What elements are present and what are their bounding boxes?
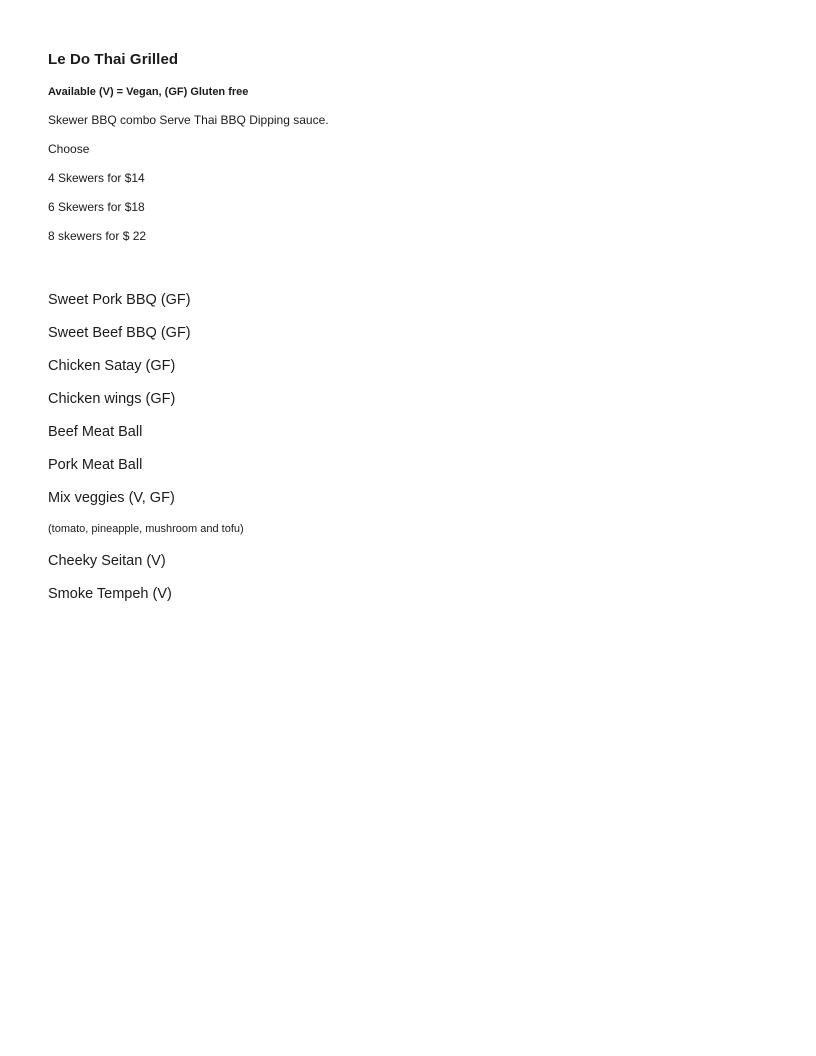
combo-option-6-skewers: 6 Skewers for $18 [48,200,145,214]
combo-option-4-skewers: 4 Skewers for $14 [48,171,145,185]
legend-line: Available (V) = Vegan, (GF) Gluten free [48,86,249,98]
menu-item-cheeky-seitan: Cheeky Seitan (V) [48,553,166,569]
blank-space [48,258,768,291]
menu-item-sweet-beef-bbq: Sweet Beef BBQ (GF) [48,325,191,341]
intro-line: Skewer BBQ combo Serve Thai BBQ Dipping sauce. [48,113,329,127]
page-title: Le Do Thai Grilled [48,51,179,68]
menu-item-sweet-pork-bbq: Sweet Pork BBQ (GF) [48,292,191,308]
combo-option-8-skewers: 8 skewers for $ 22 [48,229,147,243]
menu-item-mix-veggies: Mix veggies (V, GF) [48,490,175,506]
mix-veggies-note: (tomato, pineapple, mushroom and tofu) [48,523,244,535]
menu-item-chicken-wings: Chicken wings (GF) [48,391,176,407]
choose-label: Choose [48,142,90,156]
menu-item-beef-meat-ball: Beef Meat Ball [48,424,143,440]
menu-item-chicken-satay: Chicken Satay (GF) [48,358,176,374]
menu-item-pork-meat-ball: Pork Meat Ball [48,457,143,473]
menu-item-smoke-tempeh: Smoke Tempeh (V) [48,586,172,602]
